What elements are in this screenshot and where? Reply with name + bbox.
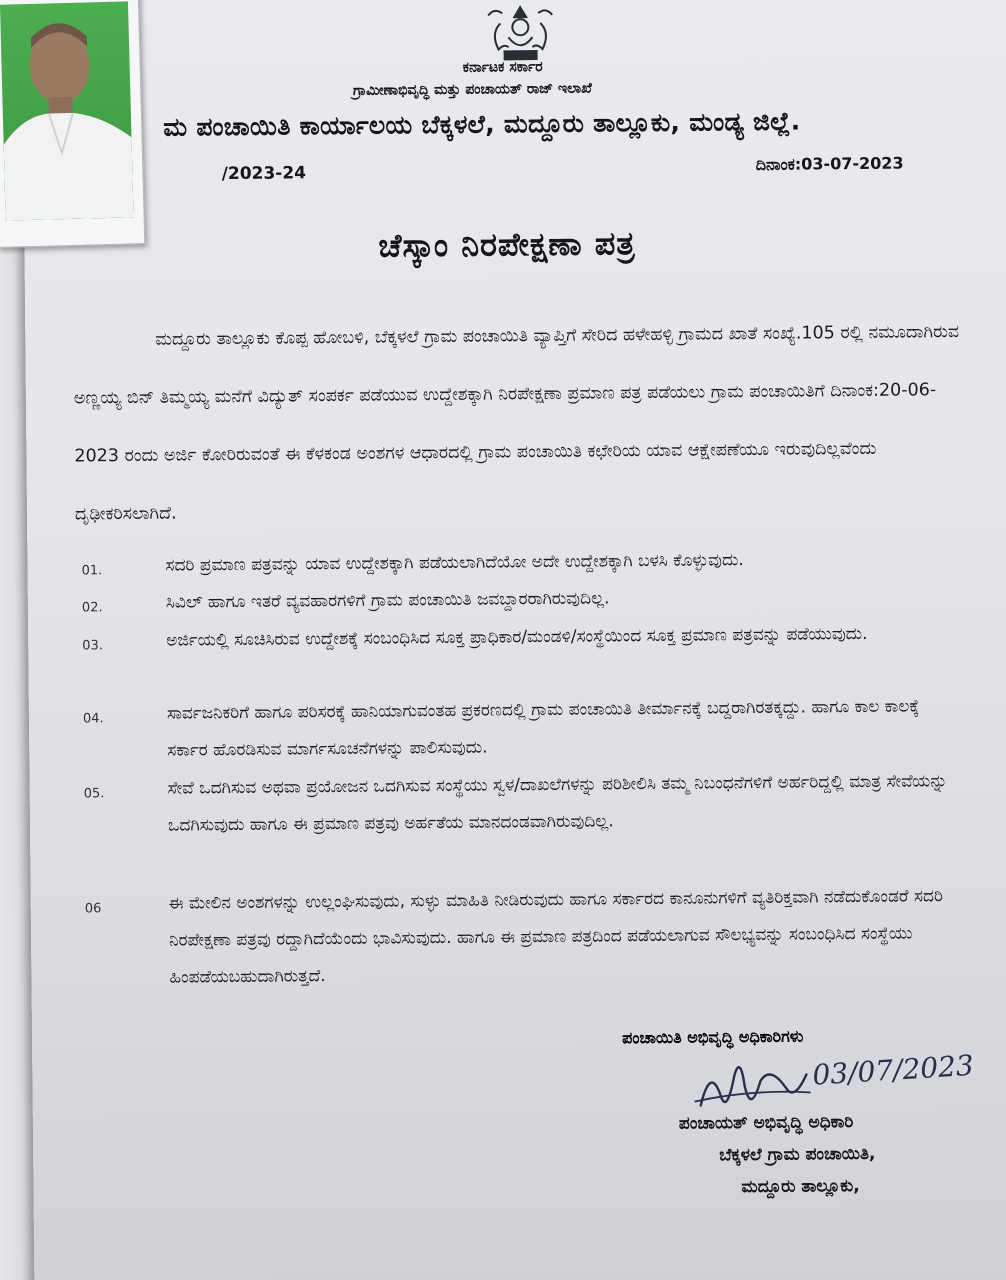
condition-text: ಅರ್ಜಿಯಲ್ಲಿ ಸೂಚಿಸಿರುವ ಉದ್ದೇಶಕ್ಕೆ ಸಂಬಂಧಿಸಿದ ಸೂಕ್ತ ಪ್ರಾಧಿಕಾರ/ಮಂಡಳಿ/ಸಂಸ್ಥೆಯಿಂದ ಸೂಕ್ತ ಪ್ರಮಾಣ ಪತ್ರವನ್ನು ಪಡೆಯುವುದು. (166, 623, 868, 651)
condition-number: 04. (82, 711, 104, 727)
condition-number: 03. (82, 638, 104, 654)
department-name: ಗ್ರಾಮೀಣಾಭಿವೃದ್ಧಿ ಮತ್ತು ಪಂಚಾಯತ್ ರಾಜ್ ಇಲಾಖೆ (352, 80, 592, 99)
issue-date: ದಿನಾಂಕ:03-07-2023 (755, 153, 904, 174)
condition-text: ಈ ಮೇಲಿನ ಅಂಶಗಳನ್ನು ಉಲ್ಲಂಘಿಸುವುದು, ಸುಳ್ಳು ಮಾಹಿತಿ ನೀಡಿರುವುದು ಹಾಗೂ ಸರ್ಕಾರದ ಕಾನೂನುಗಳಿಗೆ ವ್ಯತಿರಿಕ್ತವಾಗಿ ನಡೆದುಕೊಂಡರೆ ಸದರಿ ನಿರಪೇಕ್ಷಣಾ ಪತ್ರವು ರದ್ದಾಗಿದೆಯೆಂದು ಭಾವಿಸುವುದು. ಹಾಗೂ ಈ ಪ್ರಮಾಣ ಪತ್ರದಿಂದ ಪಡೆಯಲಾಗುವ ಸೌಲಭ್ಯವನ್ನು ಸಂಬಂಧಿಸಿದ ಸಂಸ್ಥೆಯು ಹಿಂಪಡೆಯಬಹುದಾಗಿರುತ್ತದೆ. (168, 886, 944, 988)
condition-number: 02. (81, 600, 103, 616)
condition-text: ಸಾರ್ವಜನಿಕರಿಗೆ ಹಾಗೂ ಪರಿಸರಕ್ಕೆ ಹಾನಿಯಾಗುವಂತಹ ಪ್ರಕರಣದಲ್ಲಿ ಗ್ರಾಮ ಪಂಚಾಯಿತಿ ತೀರ್ಮಾನಕ್ಕೆ ಬದ್ದರಾಗಿರತಕ್ಕದ್ದು. ಹಾಗೂ ಕಾಲ ಕಾಲಕ್ಕೆ ಸರ್ಕಾರ ಹೊರಡಿಸುವ ಮಾರ್ಗಸೂಚನೆಗಳನ್ನು ಪಾಲಿಸುವುದು. (166, 696, 920, 761)
condition-text: ಸಿವಿಲ್ ಹಾಗೂ ಇತರೆ ವ್ಯವಹಾರಗಳಿಗೆ ಗ್ರಾಮ ಪಂಚಾಯಿತಿ ಜವಬ್ದಾರರಾಗಿರುವುದಿಲ್ಲ. (165, 588, 610, 613)
paragraph-indent (73, 345, 155, 346)
person-portrait-icon (0, 1, 134, 220)
body-paragraph (73, 303, 975, 544)
noc-document-page (22, 0, 1006, 1280)
condition-number: 05. (83, 786, 105, 802)
condition-number: 01. (81, 563, 103, 579)
designation-stamp: ಪಂಚಾಯತ್ ಅಭಿವೃದ್ಧಿ ಅಧಿಕಾರಿ (678, 1112, 854, 1134)
government-name: ಕರ್ನಾಟಕ ಸರ್ಕಾರ (462, 59, 543, 76)
document-title: ಚೆಸ್ಕಾಂ ನಿರಪೇಕ್ಷಣಾ ಪತ್ರ (378, 224, 636, 265)
reference-number: /2023-24 (221, 163, 307, 185)
condition-text: ಸೇವೆ ಒದಗಿಸುವ ಅಥವಾ ಪ್ರಯೋಜನ ಒದಗಿಸುವ ಸಂಸ್ಥೆಯು ಸ್ವಳ/ದಾಖಲೆಗಳನ್ನು ಪರಿಶೀಲಿಸಿ ತಮ್ಮ ನಿಬಂಧನೆಗಳಿಗೆ ಅರ್ಹರಿದ್ದಲ್ಲಿ ಮಾತ್ರ ಸೇವೆಯನ್ನು ಒದಗಿಸುವುದು ಹಾಗೂ ಈ ಪ್ರಮಾಣ ಪತ್ರವು ಅರ್ಹತೆಯ ಮಾನದಂಡವಾಗಿರುವುದಿಲ್ಲ. (167, 771, 948, 836)
office-address: ಮ ಪಂಚಾಯಿತಿ ಕಾರ್ಯಾಲಯ ಬೆಕ್ಕಳಲೆ, ಮದ್ದೂರು ತಾಲ್ಲೂಕು, ಮಂಡ್ಯ ಜಿಲ್ಲೆ. (163, 106, 801, 142)
handwritten-date: 03/07/2023 (811, 1048, 975, 1092)
signature-block (621, 1025, 982, 1198)
photo-image (0, 1, 134, 220)
condition-number: 06 (84, 901, 102, 917)
condition-text: ಸದರಿ ಪ್ರಮಾಣ ಪತ್ರವನ್ನು ಯಾವ ಉದ್ದೇಶಕ್ಕಾಗಿ ಪಡೆಯಲಾಗಿದೆಯೋ ಅದೇ ಉದ್ದೇಶಕ್ಕಾಗಿ ಬಳಸಿ ಕೊಳ್ಳುವುದು. (165, 550, 744, 576)
applicant-photo (0, 0, 145, 248)
body-text: ಮದ್ದೂರು ತಾಲ್ಲೂಕು ಕೊಪ್ಪ ಹೋಬಳಿ, ಬೆಕ್ಕಳಲೆ ಗ್ರಾಮ ಪಂಚಾಯಿತಿ ವ್ಯಾಪ್ತಿಗೆ ಸೇರಿದ ಹಳೇಹಳ್ಳಿ ಗ್ರಾಮದ ಖಾತೆ ಸಂಖ್ಯೆ.105 ರಲ್ಲಿ ನಮೂದಾಗಿರುವ ಅಣ್ಣಯ್ಯ ಬಿನ್ ತಿಮ್ಮಯ್ಯ ಮನೆಗೆ ವಿದ್ಯುತ್ ಸಂಪರ್ಕ ಪಡೆಯುವ ಉದ್ದೇಶಕ್ಕಾಗಿ ನಿರಪೇಕ್ಷಣಾ ಪ್ರಮಾಣ ಪತ್ರ ಪಡೆಯಲು ಗ್ರಾಮ ಪಂಚಾಯಿತಿಗೆ ದಿನಾಂಕ:20-06-2023 ರಂದು ಅರ್ಜಿ ಕೋರಿರುವಂತೆ ಈ ಕೆಳಕಂಡ ಅಂಶಗಳ ಆಧಾರದಲ್ಲಿ ಗ್ರಾಮ ಪಂಚಾಯಿತಿ ಕಛೇರಿಯ ಯಾವ ಆಕ್ಷೇಪಣೆಯೂ ಇರುವುದಿಲ್ಲವೆಂದು ದೃಢೀಕರಿಸಲಾಗಿದೆ. (73, 322, 960, 525)
taluk-stamp: ಮದ್ದೂರು ತಾಲ್ಲೂಕು, (741, 1176, 860, 1198)
office-stamp: ಬೆಕ್ಕಳಲೆ ಗ್ರಾಮ ಪಂಚಾಯಿತಿ, (719, 1143, 876, 1166)
karnataka-emblem-icon (480, 3, 561, 66)
signatory-title-stamp: ಪಂಚಾಯಿತಿ ಅಭಿವೃದ್ಧಿ ಅಧಿಕಾರಿಗಳು (621, 1026, 804, 1048)
